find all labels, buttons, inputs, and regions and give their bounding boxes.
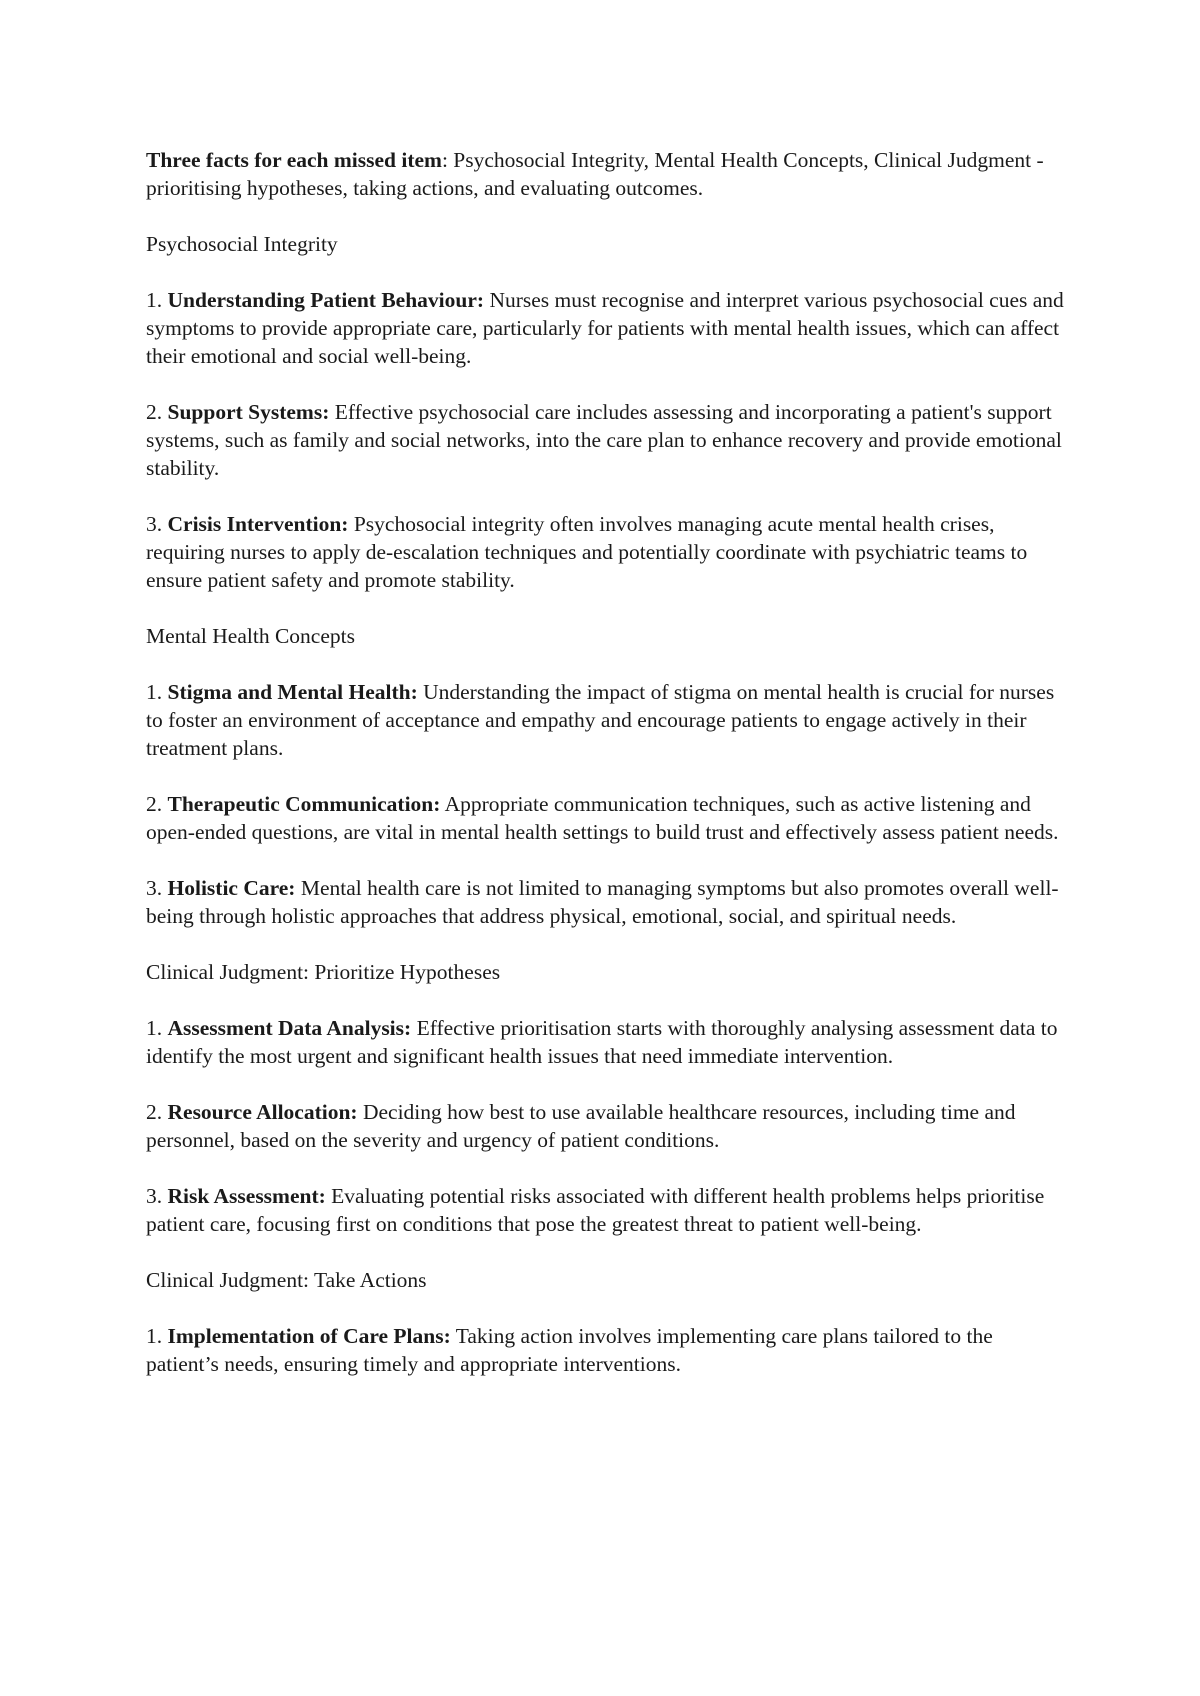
item-term: Risk Assessment: xyxy=(167,1184,326,1208)
list-item xyxy=(146,1182,1066,1238)
list-item xyxy=(146,790,1066,846)
item-term: Support Systems: xyxy=(167,400,330,424)
item-text: Nurses must recognise and interpret various psychosocial cues and symptoms to provide appropriate care, particularly for patients with mental health issues, which can affect their emotional and social well-being. xyxy=(146,288,1064,368)
item-term: Therapeutic Communication: xyxy=(167,792,441,816)
item-text: Effective prioritisation starts with thoroughly analysing assessment data to identify the most urgent and significant health issues that need immediate intervention. xyxy=(146,1016,1058,1068)
item-number: 2. xyxy=(146,400,168,424)
list-item xyxy=(146,1014,1066,1070)
section-heading-psychosocial: Psychosocial Integrity xyxy=(146,232,338,256)
intro-text: : Psychosocial Integrity, Mental Health Concepts, Clinical Judgment - prioritising hypotheses, taking actions, and evaluating outcomes. xyxy=(146,148,1044,200)
item-term: Implementation of Care Plans: xyxy=(167,1324,451,1348)
list-item xyxy=(146,1098,1066,1154)
item-term: Understanding Patient Behaviour: xyxy=(167,288,485,312)
item-number: 1. xyxy=(146,1324,168,1348)
intro-paragraph xyxy=(146,146,1066,202)
item-text: Understanding the impact of stigma on mental health is crucial for nurses to foster an environment of acceptance and empathy and encourage patients to engage actively in their treatment plans. xyxy=(146,680,1055,760)
item-text: Taking action involves implementing care plans tailored to the patient’s needs, ensuring timely and appropriate interventions. xyxy=(146,1324,993,1376)
document-page xyxy=(146,146,1066,1406)
item-term: Resource Allocation: xyxy=(167,1100,358,1124)
item-number: 2. xyxy=(146,792,168,816)
item-number: 1. xyxy=(146,288,168,312)
item-term: Crisis Intervention: xyxy=(167,512,349,536)
item-number: 1. xyxy=(146,1016,168,1040)
item-number: 1. xyxy=(146,680,168,704)
item-term: Assessment Data Analysis: xyxy=(167,1016,412,1040)
item-text: Effective psychosocial care includes assessing and incorporating a patient's support systems, such as family and social networks, into the care plan to enhance recovery and provide emotional stability. xyxy=(146,400,1062,480)
item-term: Stigma and Mental Health: xyxy=(167,680,418,704)
item-text: Evaluating potential risks associated with different health problems helps prioritise patient care, focusing first on conditions that pose the greatest threat to patient well-being. xyxy=(146,1184,1045,1236)
item-number: 3. xyxy=(146,1184,168,1208)
item-number: 3. xyxy=(146,512,168,536)
list-item xyxy=(146,398,1066,482)
intro-lead: Three facts for each missed item xyxy=(146,148,442,172)
list-item xyxy=(146,286,1066,370)
section-heading-prioritize-hypotheses: Clinical Judgment: Prioritize Hypotheses xyxy=(146,960,501,984)
item-term: Holistic Care: xyxy=(167,876,296,900)
item-text: Mental health care is not limited to managing symptoms but also promotes overall well-being through holistic approaches that address physical, emotional, social, and spiritual needs. xyxy=(146,876,1059,928)
section-heading-mental-health: Mental Health Concepts xyxy=(146,624,355,648)
item-text: Deciding how best to use available healthcare resources, including time and personnel, based on the severity and urgency of patient conditions. xyxy=(146,1100,1016,1152)
section-heading-take-actions: Clinical Judgment: Take Actions xyxy=(146,1268,427,1292)
list-item xyxy=(146,510,1066,594)
item-number: 2. xyxy=(146,1100,168,1124)
list-item xyxy=(146,874,1066,930)
list-item xyxy=(146,1322,1066,1378)
item-text: Appropriate communication techniques, such as active listening and open-ended questions, are vital in mental health settings to build trust and effectively assess patient needs. xyxy=(146,792,1059,844)
item-number: 3. xyxy=(146,876,168,900)
list-item xyxy=(146,678,1066,762)
item-text: Psychosocial integrity often involves managing acute mental health crises, requiring nurses to apply de-escalation techniques and potentially coordinate with psychiatric teams to ensure patient safety and promote stability. xyxy=(146,512,1028,592)
